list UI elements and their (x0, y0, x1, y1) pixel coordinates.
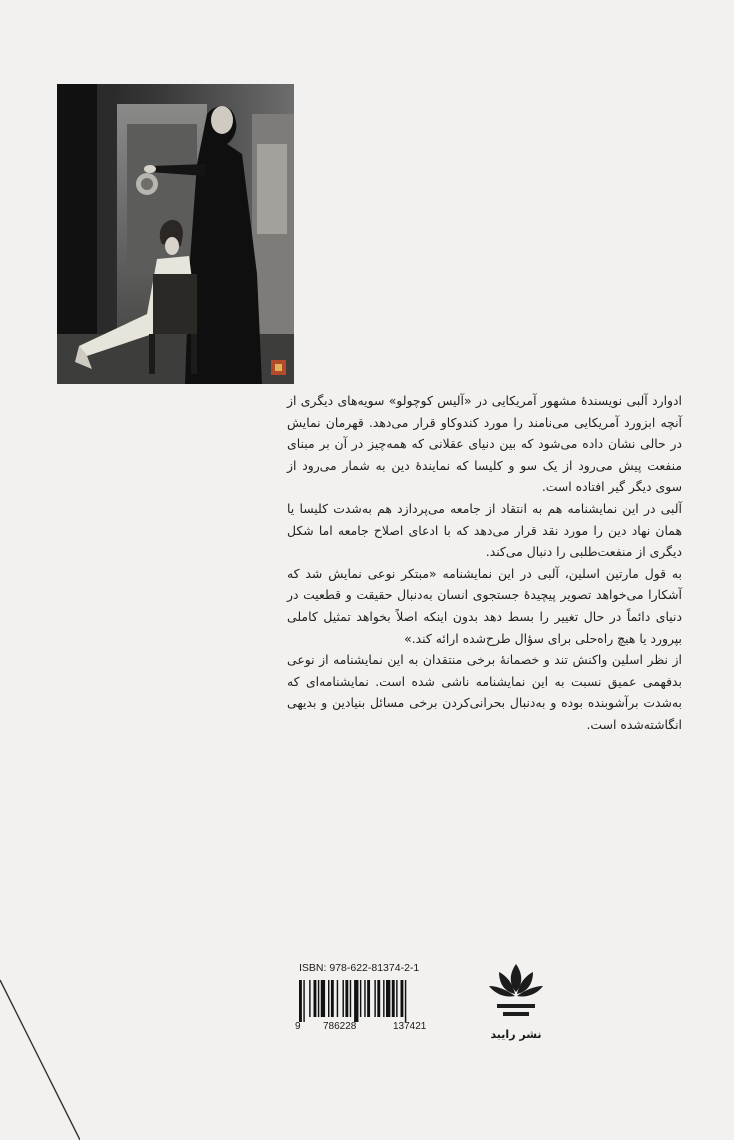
barcode-bar (377, 980, 380, 1017)
barcode-bar (354, 980, 358, 1022)
barcode-bar (367, 980, 370, 1017)
barcode-bar (345, 980, 348, 1017)
barcode-bar (364, 980, 365, 1017)
book-description (287, 390, 682, 736)
barcode-bar (350, 980, 351, 1017)
barcode-bar (392, 980, 395, 1017)
lotus-logo-icon (485, 960, 547, 1022)
barcode-bar (401, 980, 404, 1017)
barcode-bar (328, 980, 329, 1017)
isbn-label: ISBN: 978-622-81374-2-1 (299, 962, 420, 974)
barcode-bar (331, 980, 334, 1017)
barcode-bar (405, 980, 406, 1022)
stage-photo-illustration (57, 84, 294, 384)
barcode-bar (383, 980, 384, 1017)
barcode-bar (309, 980, 310, 1017)
barcode-bar (314, 980, 317, 1017)
barcode-bar (360, 980, 361, 1017)
description-paragraph-3: به قول مارتین اسلین، آلبی در این نمایشنامه «مبتکر نوعی نمایش شد که آشکارا می‌خواهد تصویر پیچیدهٔ جستجوی انسان به‌دنبال حقیقت و قطعیت در دنیای دائماً در حال تغییر را بسط دهد بدون اینکه اصلاً بخواهد تمثیل کاملی بپرورد یا هیچ راه‌حلی برای سؤال طرح‌شده ارائه کند.» (287, 565, 682, 646)
description-paragraph-2: آلبی در این نمایشنامه هم به انتقاد از جامعه می‌پردازد هم به‌شدت کلیسا یا همان نهاد دین را مورد نقد قرار می‌دهد که با ادعای اصلاح جامعه اما شکل دیگری از منفعت‌طلبی را دنبال می‌کند. (287, 500, 682, 560)
publisher-logo (480, 960, 552, 1050)
barcode-bar (321, 980, 325, 1017)
cover-photo (57, 84, 294, 384)
barcode-bar (303, 980, 304, 1022)
barcode-bar (343, 980, 344, 1017)
isbn-barcode-block (285, 962, 460, 1042)
corner-fold-line (0, 960, 80, 1140)
barcode-bar (337, 980, 338, 1017)
barcode-bar (374, 980, 375, 1017)
barcode-bar (299, 980, 302, 1022)
barcode-bar (386, 980, 390, 1017)
barcode-digits-right: 137421 (393, 1021, 427, 1032)
barcode-bar (318, 980, 319, 1017)
barcode (297, 980, 457, 1022)
publisher-name: نشر رایبد (490, 1028, 542, 1041)
description-paragraph-1: ادوارد آلبی نویسندهٔ مشهور آمریکایی در «آلیس کوچولو» سویه‌های دیگری از آنچه ابزورد آمریکایی می‌نامند را مورد کندوکاو قرار می‌دهد. قهرمان نمایش در حالی نشان داده می‌شود که بین دنیای عقلانی که همه‌چیز در آن بر مبنای منفعت پیش می‌رود از یک سو و کلیسا که نمایندهٔ دین به شمار می‌رود از سوی دیگر گیر افتاده است. (287, 393, 682, 495)
barcode-digit-first: 9 (295, 1021, 301, 1032)
barcode-digits-left: 786228 (323, 1021, 357, 1032)
description-paragraph-4: از نظر اسلین واکنش تند و خصمانهٔ برخی منتقدان به این نمایشنامه از نوعی بدفهمی عمیق نسبت به این نمایشنامه ناشی شده است. نمایشنامه‌ای که به‌شدت برآشوبنده بوده و به‌دنبال بحرانی‌کردن برخی مسائل بنیادین و بدیهی انگاشته‌شده است. (287, 652, 682, 732)
barcode-bar (396, 980, 397, 1017)
